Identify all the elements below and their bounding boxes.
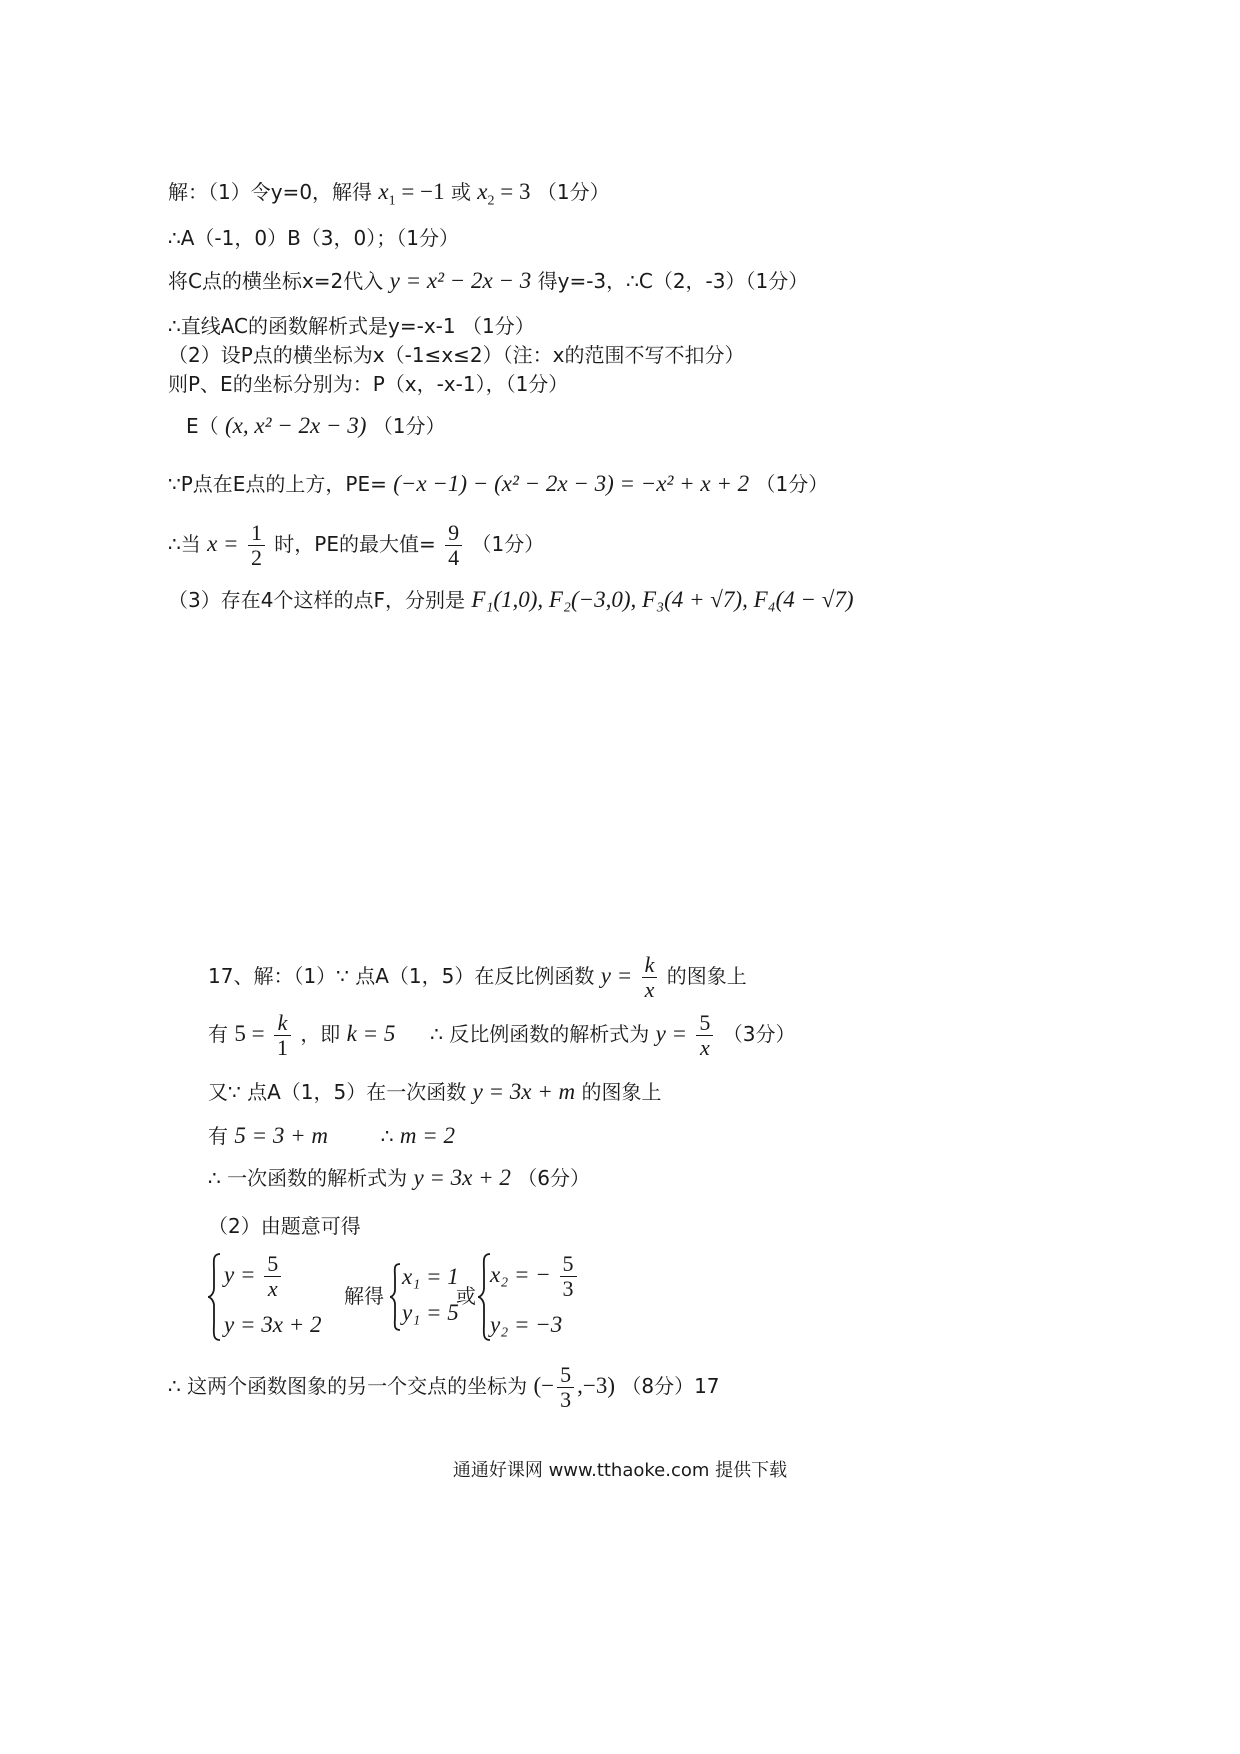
math-eq: y = 3x + 2 [413, 1165, 511, 1190]
text: E（ [186, 414, 219, 438]
fraction-k-x: $\frac{k}{x}$ [642, 953, 658, 1002]
fraction-5-3: $\frac{5}{3}$ [560, 1252, 577, 1301]
text: 得y=-3，∴C（2，-3）（1分） [537, 269, 809, 293]
math-eq: 5 = [234, 1021, 265, 1046]
p16-line-3 [168, 267, 808, 295]
fraction-k-1: $\frac{k}{1}$ [274, 1011, 291, 1060]
score: （6分） [517, 1166, 591, 1190]
text: 又∵ 点A（1，5）在一次函数 [208, 1080, 467, 1104]
score: （8分）17 [621, 1374, 720, 1398]
footer: 通通好课网 www.tthaoke.com 提供下载 [452, 1460, 788, 1481]
or-label: 或 [456, 1284, 476, 1308]
text: ∴当 [168, 532, 201, 556]
equation-system-1 [206, 1252, 326, 1344]
fraction-half: $\frac{1}{2}$ [248, 521, 265, 570]
system-3-row-1: x₂ = − $\frac{5}{3}$ [490, 1252, 580, 1301]
p16-line-8 [168, 470, 828, 498]
math-x1: $x_1 = -1$ [378, 179, 445, 209]
p17-line-2 [208, 1004, 796, 1064]
system-2-row-1: x₁ = 1 [402, 1264, 459, 1289]
system-2-row-2: y₁ = 5 [402, 1300, 459, 1325]
math-eq: F₁(1,0), F₂(−3,0), F₃(4 + √7), F₄(4 − √7) [471, 587, 854, 612]
brace-icon [206, 1252, 222, 1342]
math-y: y = [655, 1021, 688, 1046]
score: （1分） [372, 414, 446, 438]
text: ∴ 这两个函数图象的另一个交点的坐标为 [168, 1374, 528, 1398]
system-1-row-2: y = 3x + 2 [224, 1312, 322, 1337]
p16-line-2: ∴A（-1，0）B（3，0）；（1分） [168, 226, 459, 250]
math-eq: y = 3x + m [472, 1079, 576, 1104]
text: 的图象上 [666, 964, 747, 988]
text: ∴ 反比例函数的解析式为 [430, 1022, 650, 1046]
fraction-5-x: $\frac{5}{x}$ [696, 1011, 713, 1060]
p16-line-7 [186, 412, 445, 440]
system-1-row-1: y = $\frac{5}{x}$ [224, 1252, 284, 1301]
text: 或 [450, 180, 471, 204]
text: ∵P点在E点的上方，PE= [168, 472, 387, 496]
p17-line-3 [208, 1078, 662, 1106]
text: 有 [208, 1022, 228, 1046]
score: （1分） [536, 180, 610, 204]
score: （1分） [471, 532, 545, 556]
fraction-max: $\frac{9}{4}$ [445, 521, 462, 570]
math-eq: (− [533, 1373, 555, 1398]
p16-line-10 [168, 586, 854, 614]
brace-icon [388, 1262, 402, 1332]
text: （3）存在4个这样的点F，分别是 [168, 588, 465, 612]
text: 17、解：（1）∵ 点A（1，5）在反比例函数 [208, 964, 595, 988]
text: 解：（1）令y=0，解得 [168, 180, 373, 204]
fraction-5-3: $\frac{5}{3}$ [557, 1363, 574, 1412]
p17-line-5 [208, 1164, 590, 1192]
text: 时，PE的最大值= [274, 532, 436, 556]
math-m: m = 2 [399, 1123, 455, 1148]
p17-line-4 [208, 1122, 455, 1150]
text: 将C点的横坐标x=2代入 [168, 269, 384, 293]
fraction-5-x: $\frac{5}{x}$ [264, 1252, 281, 1301]
p16-line-1 [168, 178, 610, 216]
math-eq: ,−3) [577, 1373, 615, 1398]
solve-label: 解得 [344, 1284, 384, 1308]
math-eq: (−x −1) − (x² − 2x − 3) = −x² + x + 2 [393, 471, 750, 496]
p17-line-1 [208, 946, 747, 1006]
math-x2: $x_2 = 3$ [477, 179, 531, 209]
text: ，即 [300, 1022, 341, 1046]
math-eq: 5 = 3 + m [234, 1123, 329, 1148]
score: （3分） [722, 1022, 796, 1046]
p17-line-8 [168, 1356, 720, 1416]
math-x: x = [207, 531, 239, 556]
text: ∴ 一次函数的解析式为 [208, 1166, 408, 1190]
p17-line-6: （2）由题意可得 [208, 1214, 361, 1238]
text: ∴ [380, 1124, 394, 1148]
math-eq: (x, x² − 2x − 3) [225, 413, 367, 438]
score: （1分） [755, 472, 829, 496]
text: 的图象上 [581, 1080, 662, 1104]
p16-line-9 [168, 514, 544, 574]
p16-line-5: （2）设P点的横坐标为x（-1≤x≤2）（注：x的范围不写不扣分） [168, 343, 745, 367]
equation-system-3 [476, 1252, 586, 1344]
p16-line-6: 则P、E的坐标分别为：P（x，-x-1），（1分） [168, 372, 569, 396]
system-3-row-2: y₂ = −3 [490, 1312, 563, 1337]
math-eq: y = x² − 2x − 3 [389, 268, 532, 293]
text: 有 [208, 1124, 228, 1148]
p16-line-4: ∴直线AC的函数解析式是y=-x-1 （1分） [168, 314, 535, 338]
math-y: y = [600, 963, 633, 988]
math-k: k = 5 [346, 1021, 396, 1046]
